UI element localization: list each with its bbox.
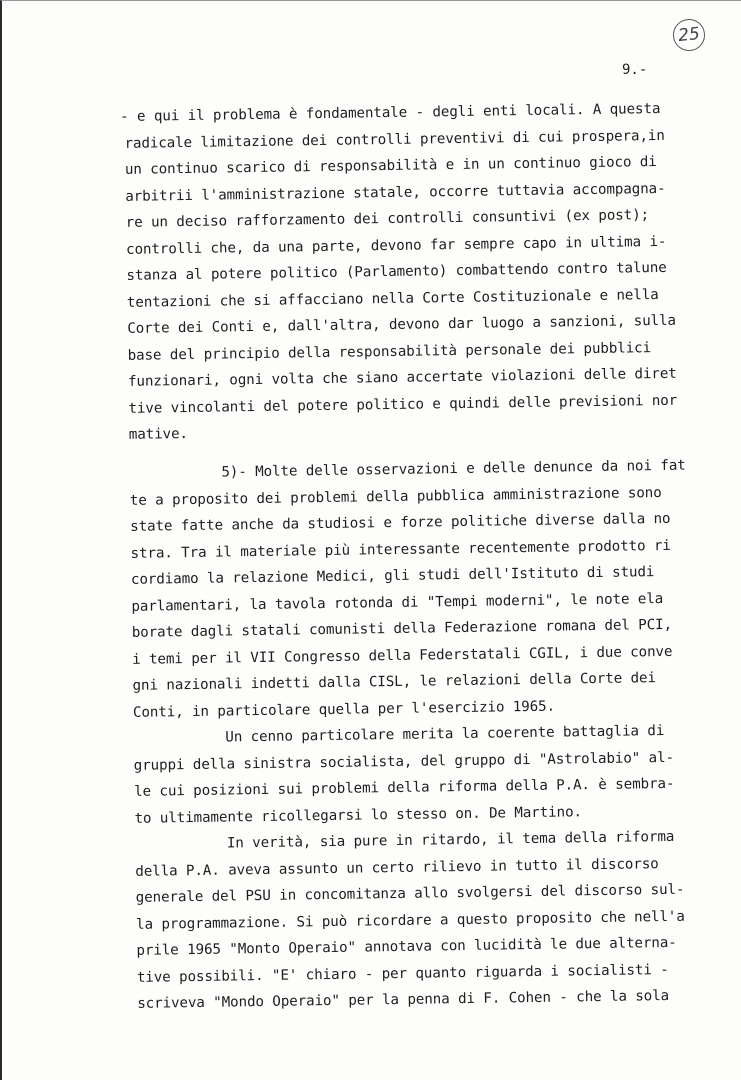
text-line: gruppi della sinistra socialista, del gruppo di "Astrolabio" al- xyxy=(133,749,675,774)
text-line: Un cenno particolare merita la coerente battaglia di xyxy=(225,722,665,746)
text-line: tentazioni che si affacciano nella Corte Costituzionale e nella xyxy=(126,286,659,311)
text-line: 5)- Molte delle osservazioni e delle denunce da noi fat xyxy=(221,457,686,481)
text-line: della P.A. aveva assunto un certo rilievo in tutto il discorso xyxy=(135,855,659,880)
page-number: 9.- xyxy=(622,62,648,78)
text-line: generale del PSU in concomitanza allo svolgersi del discorso sul- xyxy=(135,881,685,906)
text-line: te a proposito dei problemi della pubblica amministrazione sono xyxy=(129,484,662,509)
text-line: cordiamo la relazione Medici, gli studi dell'Istituto di studi xyxy=(130,564,655,588)
text-line: re un deciso rafforzamento dei controlli consuntivi (ex post); xyxy=(125,207,650,231)
text-line: stra. Tra il materiale più interessante recentemente prodotto ri xyxy=(130,537,671,562)
text-line: In verità, sia pure in ritardo, il tema della riforma xyxy=(226,828,675,852)
text-line: state fatte anche da studiosi e forze politiche diverse dalla no xyxy=(130,510,671,535)
body-text xyxy=(120,100,720,1012)
text-line: funzionari, ogni volta che siano accertate violazioni delle diret xyxy=(127,365,677,390)
text-line: tive vincolanti del potere politico e quindi delle previsioni nor xyxy=(128,392,678,417)
text-line: prile 1965 "Monto Operaio" annotava con lucidità le due alterna- xyxy=(136,934,677,959)
text-line: tive possibili. "E' chiaro - per quanto riguarda i socialisti - xyxy=(136,961,669,986)
text-line: mative. xyxy=(128,426,189,443)
text-line: to ultimamente ricollegarsi lo stesso on. De Martino. xyxy=(134,803,583,827)
text-line: le cui posizioni sui problemi della riforma della P.A. è sembra- xyxy=(134,775,675,800)
text-line: base del principio della responsabilità personale dei pubblici xyxy=(127,339,652,364)
text-line: la programmazione. Si può ricordare a questo proposito che nell'a xyxy=(135,908,685,933)
text-line: Conti, in particolare quella per l'esercizio 1965. xyxy=(132,698,556,721)
text-line: parlamentari, la tavola rotonda di "Tempi moderni", le note ela xyxy=(131,590,664,615)
text-line: - e qui il problema è fondamentale - degli enti locali. A questa xyxy=(120,100,661,125)
text-line: stanza al potere politico (Parlamento) combattendo contro talune xyxy=(126,259,667,284)
text-line: Corte dei Conti e, dall'altra, devono dar luogo a sanzioni, sulla xyxy=(127,312,677,337)
page-stamp: 25 xyxy=(671,17,706,52)
text-line: gni nazionali indetti dalla CISL, le relazioni della Corte dei xyxy=(132,670,657,694)
text-line: radicale limitazione dei controlli preventivi di cui prospera,in xyxy=(124,127,665,152)
text-line: controlli che, da una parte, devono far sempre capo in ultima i- xyxy=(125,233,667,258)
text-line: i temi per il VII Congresso della Federstatali CGIL, i due conve xyxy=(132,643,673,668)
text-line: arbitrii l'amministrazione statale, occorre tuttavia accompagna- xyxy=(125,180,666,205)
text-line: un continuo scarico di responsabilità e in un continuo gioco di xyxy=(124,154,657,178)
text-line: borate dagli statali comunisti della Federazione romana del PCI, xyxy=(131,616,673,641)
text-line: scriveva "Mondo Operaio" per la penna di F. Cohen - che la sola xyxy=(137,987,670,1012)
